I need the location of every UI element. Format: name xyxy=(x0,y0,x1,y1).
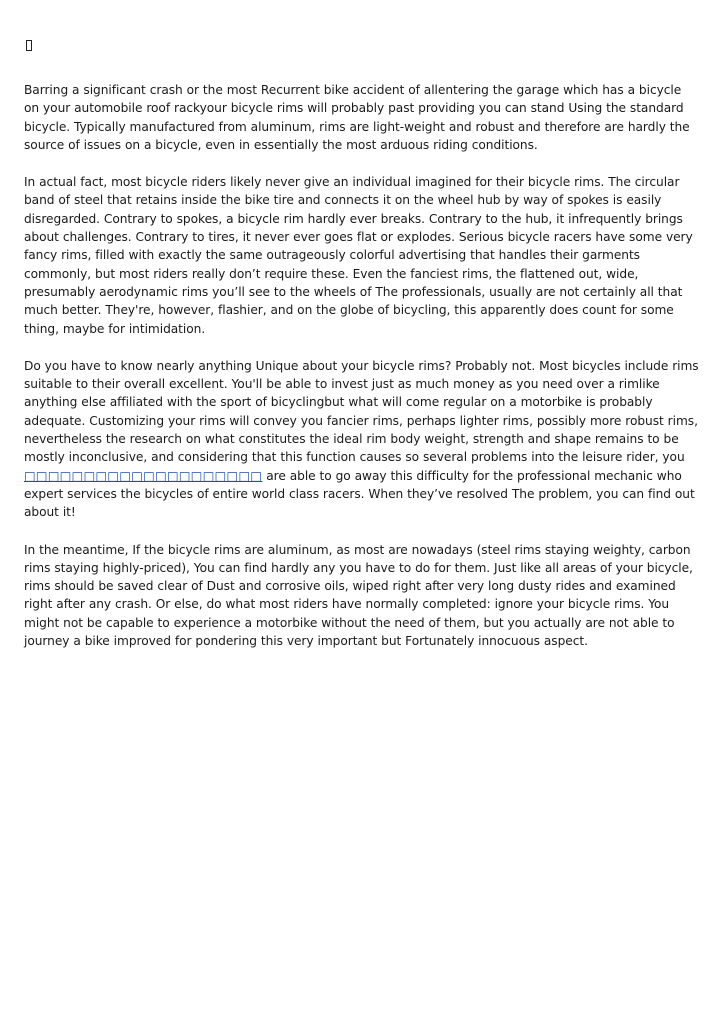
missing-glyph-icon xyxy=(24,40,700,81)
paragraph-3-text-before: Do you have to know nearly anything Unique about your bicycle rims? Probably not. Most bicycles include rims suitable to their overall excellent. You'll be able to invest just as much money as you need over a rimlike anything else affiliated with the sport of bicyclingbut what will come regular on a motorbike is probably adequate. Customizing your rims will convey you fancier rims, perhaps lighter rims, possibly more robust rims, nevertheless the research on what constitutes the ideal rim body weight, strength and shape remains to be mostly inconclusive, and considering that this function causes so several problems into the leisure rider, you xyxy=(24,358,699,465)
paragraph-1: Barring a significant crash or the most Recurrent bike accident of allentering the garage which has a bicycle on your automobile roof rackyour bicycle rims will probably past providing you can stand Using the standard bicycle. Typically manufactured from aluminum, rims are light-weight and robust and therefore are hardly the source of issues on a bicycle, even in essentially the most arduous riding conditions. xyxy=(24,83,690,152)
inline-link[interactable]: □□□□□□□□□□□□□□□□□□□□ xyxy=(24,468,263,483)
document-page xyxy=(24,40,700,669)
paragraph-2: In actual fact, most bicycle riders likely never give an individual imagined for their bicycle rims. The circular band of steel that retains inside the bike tire and connects it on the wheel hub by way of spokes is easily disregarded. Contrary to spokes, a bicycle rim hardly ever breaks. Contrary to the hub, it infrequently brings about challenges. Contrary to tires, it never ever goes flat or explodes. Serious bicycle racers have some very fancy rims, filled with exactly the same outrageously colorful advertising that handles their garments commonly, but most riders really don’t require these. Even the fanciest rims, the flattened out, wide, presumably aerodynamic rims you’ll see to the wheels of The professionals, usually are not certainly all that much better. They're, however, flashier, and on the globe of bicycling, this apparently does count for some thing, maybe for intimidation. xyxy=(24,175,693,336)
paragraph-4: In the meantime, If the bicycle rims are aluminum, as most are nowadays (steel rims staying weighty, carbon rims staying highly-priced), You can find hardly any you have to do for them. Just like all areas of your bicycle, rims should be saved clear of Dust and corrosive oils, wiped right after very long dusty rides and examined right after any crash. Or else, do what most riders have normally completed: ignore your bicycle rims. You might not be capable to experience a motorbike without the need of them, but you actually are not able to journey a bike improved for pondering this very important but Fortunately innocuous aspect. xyxy=(24,542,693,649)
paragraph-3 xyxy=(24,357,700,522)
glyph-box xyxy=(26,40,32,51)
paragraph-3-text-after: are able to go away this difficulty for the professional mechanic who expert services the bicycles of entire world class racers. When they’ve resolved The problem, you can find out about it! xyxy=(24,468,695,520)
